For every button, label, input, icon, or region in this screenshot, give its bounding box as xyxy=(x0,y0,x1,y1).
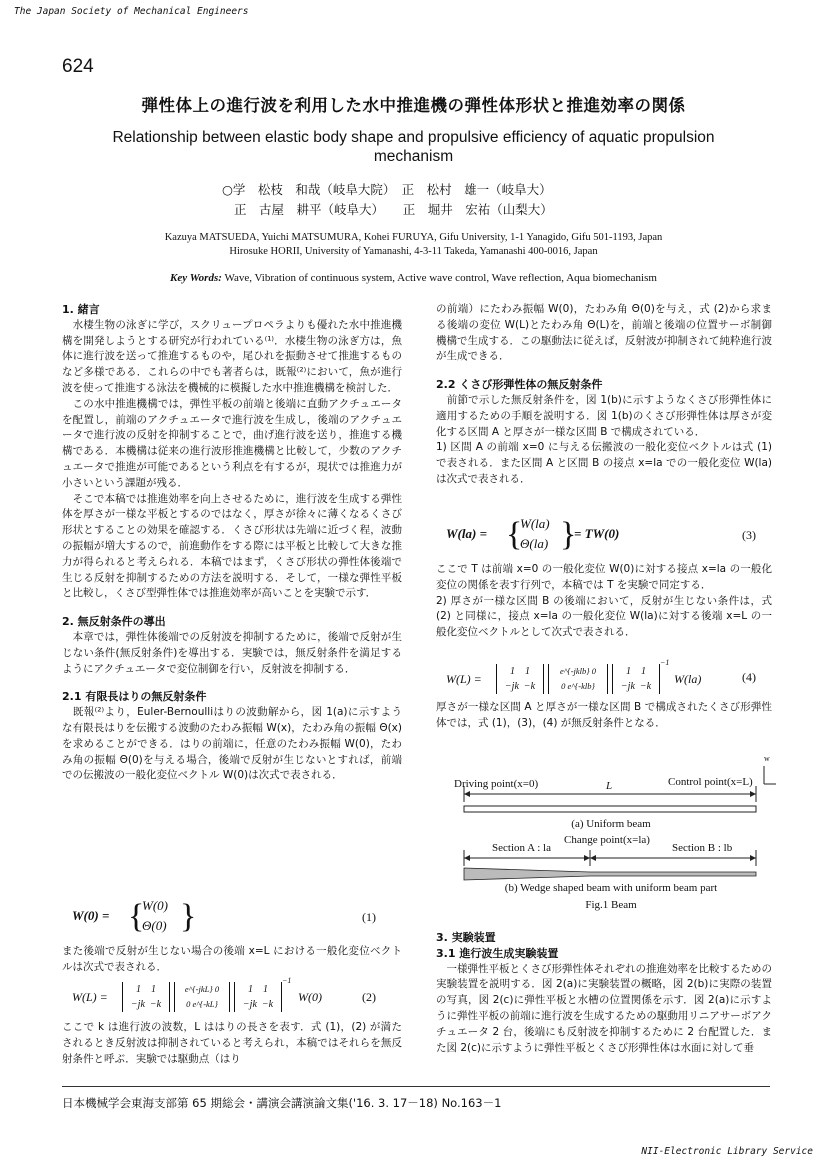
paragraph: 一様弾性平板とくさび形弾性体それぞれの推進効率を比較するための実験装置を説明する．図 2(a)に実験装置の概略，図 2(b)に実際の装置の写真，図 2(c)に弾性平板と水槽の位置関係を示す．図 2(a)に示すように弾性平板の前端に進行波を生成するための駆動用リニアサーボアクチュエータ 2 台，後端にも反射波を抑制するために 2 台配置した．また図 2(c)に示すように弾性平板とくさび形弾性体は水面に対して垂 xyxy=(436,962,772,1054)
paragraph: 1) 区間 A の前端 x=0 に与える伝搬波の一般化変位ベクトルは式 (1) で表される．また区間 A と区間 B の接点 x=la での一般化変位 W(la)は次式で表される． xyxy=(436,441,772,485)
paragraph: この水中推進機構では，弾性平板の前端と後端に直動アクチュエータを配置し，前端のアクチュエータで進行波を生成し，後端のアクチュエータで進行波の反射を抑制することで，曲げ進行波を送り，推進する機構である．本機構は従来の進行波形推進機構と比較して，少数のアクチュエータで推進が可能であるという利点を有するが，現状では推進力が小さいという課題が残る． xyxy=(62,397,402,489)
paragraph: 既報⁽²⁾より，Euler-Bernoulliはりの波動解から，図 1(a)に示すような有限長はりを伝搬する波動のたわみ振幅 W(x)，たわみ角の振幅 Θ(x)を求めることができる．はりの前端に，任意のたわみ振幅 W(0)，たわみ角の振幅 Θ(0)を与える場合，後端で反射が生じないとすれば，前端での伝搬波の一般化変位ベクトル W(0)は次式で表される． xyxy=(62,706,402,782)
library-service-footer: NII-Electronic Library Service xyxy=(641,1146,813,1157)
title-japanese: 弾性体上の進行波を利用した水中推進機の弾性体形状と推進効率の関係 xyxy=(141,96,686,115)
authors-line2: 正 古屋 耕平（岐阜大） 正 堀井 宏祐（山梨大） xyxy=(234,202,553,217)
keywords-label: Key Words: xyxy=(170,272,222,284)
paragraph: ここで k は進行波の波数，L ははりの長さを表す．式 (1)，(2) が満たされるとき反射波は抑制されていると考えられ，本稿ではそれらを無反射条件と呼ぶ．実験では駆動点（はり xyxy=(62,1021,402,1065)
paragraph: の前端）にたわみ振幅 W(0)，たわみ角 Θ(0)を与え，式 (2)から求まる後端の変位 W(L)とたわみ角 Θ(L)を，前端と後端の位置サーボ制御機構で生成する．この駆動法に従えば，反射波が抑制されて純粋進行波が生成できる． xyxy=(436,303,772,363)
change-point-label: Change point(x=la) xyxy=(564,834,650,846)
paragraph: 厚さが一様な区間 A と厚さが一様な区間 B で構成されたくさび形弾性体では，式 (1)，(3)，(4) が無反射条件となる． xyxy=(436,701,772,729)
axis-w-label: w xyxy=(764,754,770,763)
paragraph: 本章では，弾性体後端での反射波を抑制するために，後端で反射が生じない条件(無反射条件)を導出する．実験では，無反射条件を満足するようにアクチュエータで変位制御を行い，反射波を抑制する． xyxy=(62,630,402,675)
society-header: The Japan Society of Mechanical Engineers xyxy=(14,6,249,17)
right-column-middle xyxy=(436,562,772,641)
authors-line1: ○学 松枝 和哉（岐阜大院） 正 松村 雄一（岐阜大） xyxy=(222,182,552,197)
title-english xyxy=(60,128,767,166)
section-heading: 2. 無反射条件の導出 xyxy=(62,615,166,629)
caption-b: (b) Wedge shaped beam with uniform beam part xyxy=(504,882,718,894)
section-b-label: Section B : lb xyxy=(672,842,733,854)
subsection-heading: 2.1 有限長はりの無反射条件 xyxy=(62,690,207,704)
driving-point-label: Driving point(x=0) xyxy=(454,778,539,790)
equation-3: W(la) = { W(la) Θ(la) } = TW(0) (3) xyxy=(446,516,756,553)
figure-1 xyxy=(446,754,776,922)
right-column-eq4-after xyxy=(436,700,772,732)
section-heading: 1. 緒言 xyxy=(62,303,100,316)
right-column-bottom xyxy=(436,930,772,1056)
paragraph: 水棲生物の泳ぎに学び，スクリュープロペラよりも優れた水中推進機構を開発しようとする研究が行われている⁽¹⁾．水棲生物の泳ぎ方は，魚体に進行波を送って推進するものや，尾ひれを振動させて推進するものなど多様である．これらの中でも著者らは，既報⁽²⁾において，魚が進行波を使って推進する泳法を機械的に模擬した水中推進機構を検討した． xyxy=(62,318,402,394)
right-column-top xyxy=(436,302,772,488)
paper-number: 624 xyxy=(62,56,94,77)
left-column-bottom xyxy=(62,1020,402,1067)
control-point-label: Control point(x=L) xyxy=(668,776,753,788)
footer-rule xyxy=(62,1086,770,1087)
figure-caption: Fig.1 Beam xyxy=(585,899,637,911)
length-label: L xyxy=(606,780,613,792)
subsection-heading: 3.1 進行波生成実験装置 xyxy=(436,946,559,960)
footer-citation: 日本機械学会東海支部第 65 期総会・講演会講演論文集('16. 3. 17－18) No.163－1 xyxy=(62,1096,502,1110)
title-english-line2: mechanism xyxy=(373,148,454,165)
title-english-line1: Relationship between elastic body shape and propulsive efficiency of aquatic propulsion xyxy=(112,129,715,146)
paragraph: ここで T は前端 x=0 の一般化変位 W(0)に対する接点 x=la の一般化変位の関係を表す行列で，本稿では T を実験で同定する． xyxy=(436,563,772,591)
left-paragraph-eq2-intro xyxy=(62,944,402,976)
keywords-text: Wave, Vibration of continuous system, Active wave control, Wave reflection, Aqua biomechanism xyxy=(224,272,657,284)
section-heading: 3. 実験装置 xyxy=(436,931,496,944)
equation-1: W(0) = { W(0) Θ(0) } (1) xyxy=(72,898,376,935)
subsection-heading: 2.2 くさび形弾性体の無反射条件 xyxy=(436,378,603,392)
equation-4: W(L) = 1 1 −jk −k e^{-jklb} 0 0 e^{-klb} 1 1 −jk −k −1 W(la) (4) xyxy=(446,658,756,692)
keywords xyxy=(0,272,827,284)
paragraph: また後端で反射が生じない場合の後端 x=L における一般化変位ベクトルは次式で表される． xyxy=(62,945,402,973)
paragraph: 前節で示した無反射条件を，図 1(b)に示すようなくさび形弾性体に適用するための手順を説明する．図 1(b)のくさび形弾性体は厚さが変化する区間 A と厚さが一様な区間 B で構成されている． xyxy=(436,393,772,438)
affiliation-line1: Kazuya MATSUEDA, Yuichi MATSUMURA, Kohei FURUYA, Gifu University, 1-1 Yanagido, Gifu 501-1193, Japan xyxy=(164,232,663,243)
affiliation-line2: Hirosuke HORII, University of Yamanashi, 4-3-11 Takeda, Yamanashi 400-0016, Japan xyxy=(229,246,598,257)
left-column-top xyxy=(62,302,402,784)
equation-2: W(L) = 1 1 −jk −k e^{-jkL} 0 0 e^{-kL} 1 1 −jk −k −1 W(0) (2) xyxy=(72,976,376,1010)
paragraph: そこで本稿では推進効率を向上させるために，進行波を生成する弾性体を厚さが一様な平板とするのではなく，厚さが徐々に薄くなるくさび形状とすることの効果を確認する．くさび形状は先端に近づく程，波動の振幅が増大するので，前進動作をする際には平板と比較して大きな推力が得られると考えられる．本稿ではまず，くさび形状の弾性体後端で生じる反射を抑制するための方法を説明する．そして，一様な弾性平板と比較し，くさび型弾性体では推進効率が高いことを実験で示す． xyxy=(62,492,402,600)
paragraph: 2) 厚さが一様な区間 B の後端において，反射が生じない条件は，式 (2) と同様に，接点 x=la の一般化変位 W(la)に対する後端 x=L の一般化変位ベクトルとして次式で表される． xyxy=(436,594,772,639)
caption-a: (a) Uniform beam xyxy=(571,818,651,830)
section-a-label: Section A : la xyxy=(492,842,551,854)
